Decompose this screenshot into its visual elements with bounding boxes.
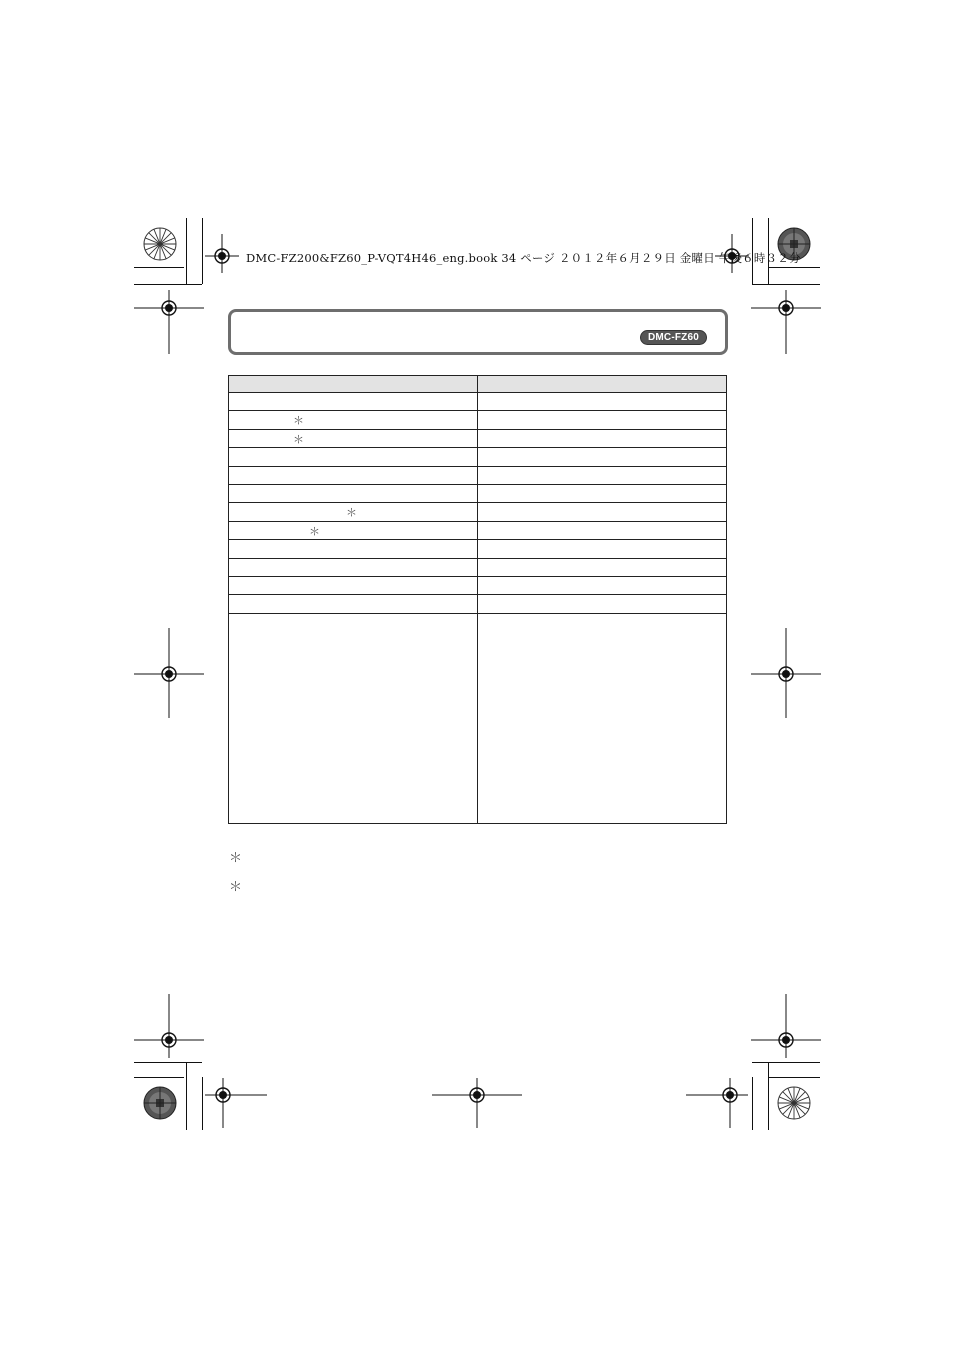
table-header-cell [478, 376, 727, 393]
asterisk-marker: ＊ [293, 432, 304, 446]
registration-target-icon [134, 628, 204, 718]
table-row [229, 466, 727, 484]
registration-target-icon [432, 1078, 522, 1128]
table-row [229, 484, 727, 502]
starburst-calibration-icon [142, 226, 178, 262]
table-header-row [229, 376, 727, 393]
starburst-calibration-icon [776, 1085, 812, 1121]
registration-target-icon [134, 994, 204, 1058]
table-row [229, 521, 727, 539]
table-row [229, 503, 727, 521]
footnote-marker: ＊ [229, 880, 243, 895]
table-header-cell [229, 376, 478, 393]
color-wheel-calibration-icon [142, 1085, 178, 1121]
table-row [229, 393, 727, 411]
running-header: DMC-FZ200&FZ60_P-VQT4H46_eng.book 34 ページ ２０１２年６月２９日 金曜日 午後６時３２分 [246, 251, 801, 265]
asterisk-marker: ＊ [309, 524, 320, 538]
registration-target-icon [205, 1078, 267, 1128]
table-row [229, 540, 727, 558]
asterisk-marker: ＊ [346, 506, 357, 520]
asterisk-marker: ＊ [293, 414, 304, 428]
footnote-marker: ＊ [229, 851, 243, 866]
table-row [229, 411, 727, 429]
registration-target-icon [751, 628, 821, 718]
registration-target-icon [751, 290, 821, 354]
registration-target-icon [686, 1078, 748, 1128]
spec-table [228, 375, 727, 824]
table-row [229, 576, 727, 594]
table-row [229, 448, 727, 466]
table-row [229, 595, 727, 613]
table-row-tall [229, 613, 727, 823]
registration-target-icon [751, 994, 821, 1058]
section-title-box [228, 309, 728, 355]
model-badge: DMC-FZ60 [640, 330, 707, 345]
registration-target-icon [134, 290, 204, 354]
registration-target-icon [205, 239, 239, 273]
table-row [229, 429, 727, 447]
table-row [229, 558, 727, 576]
